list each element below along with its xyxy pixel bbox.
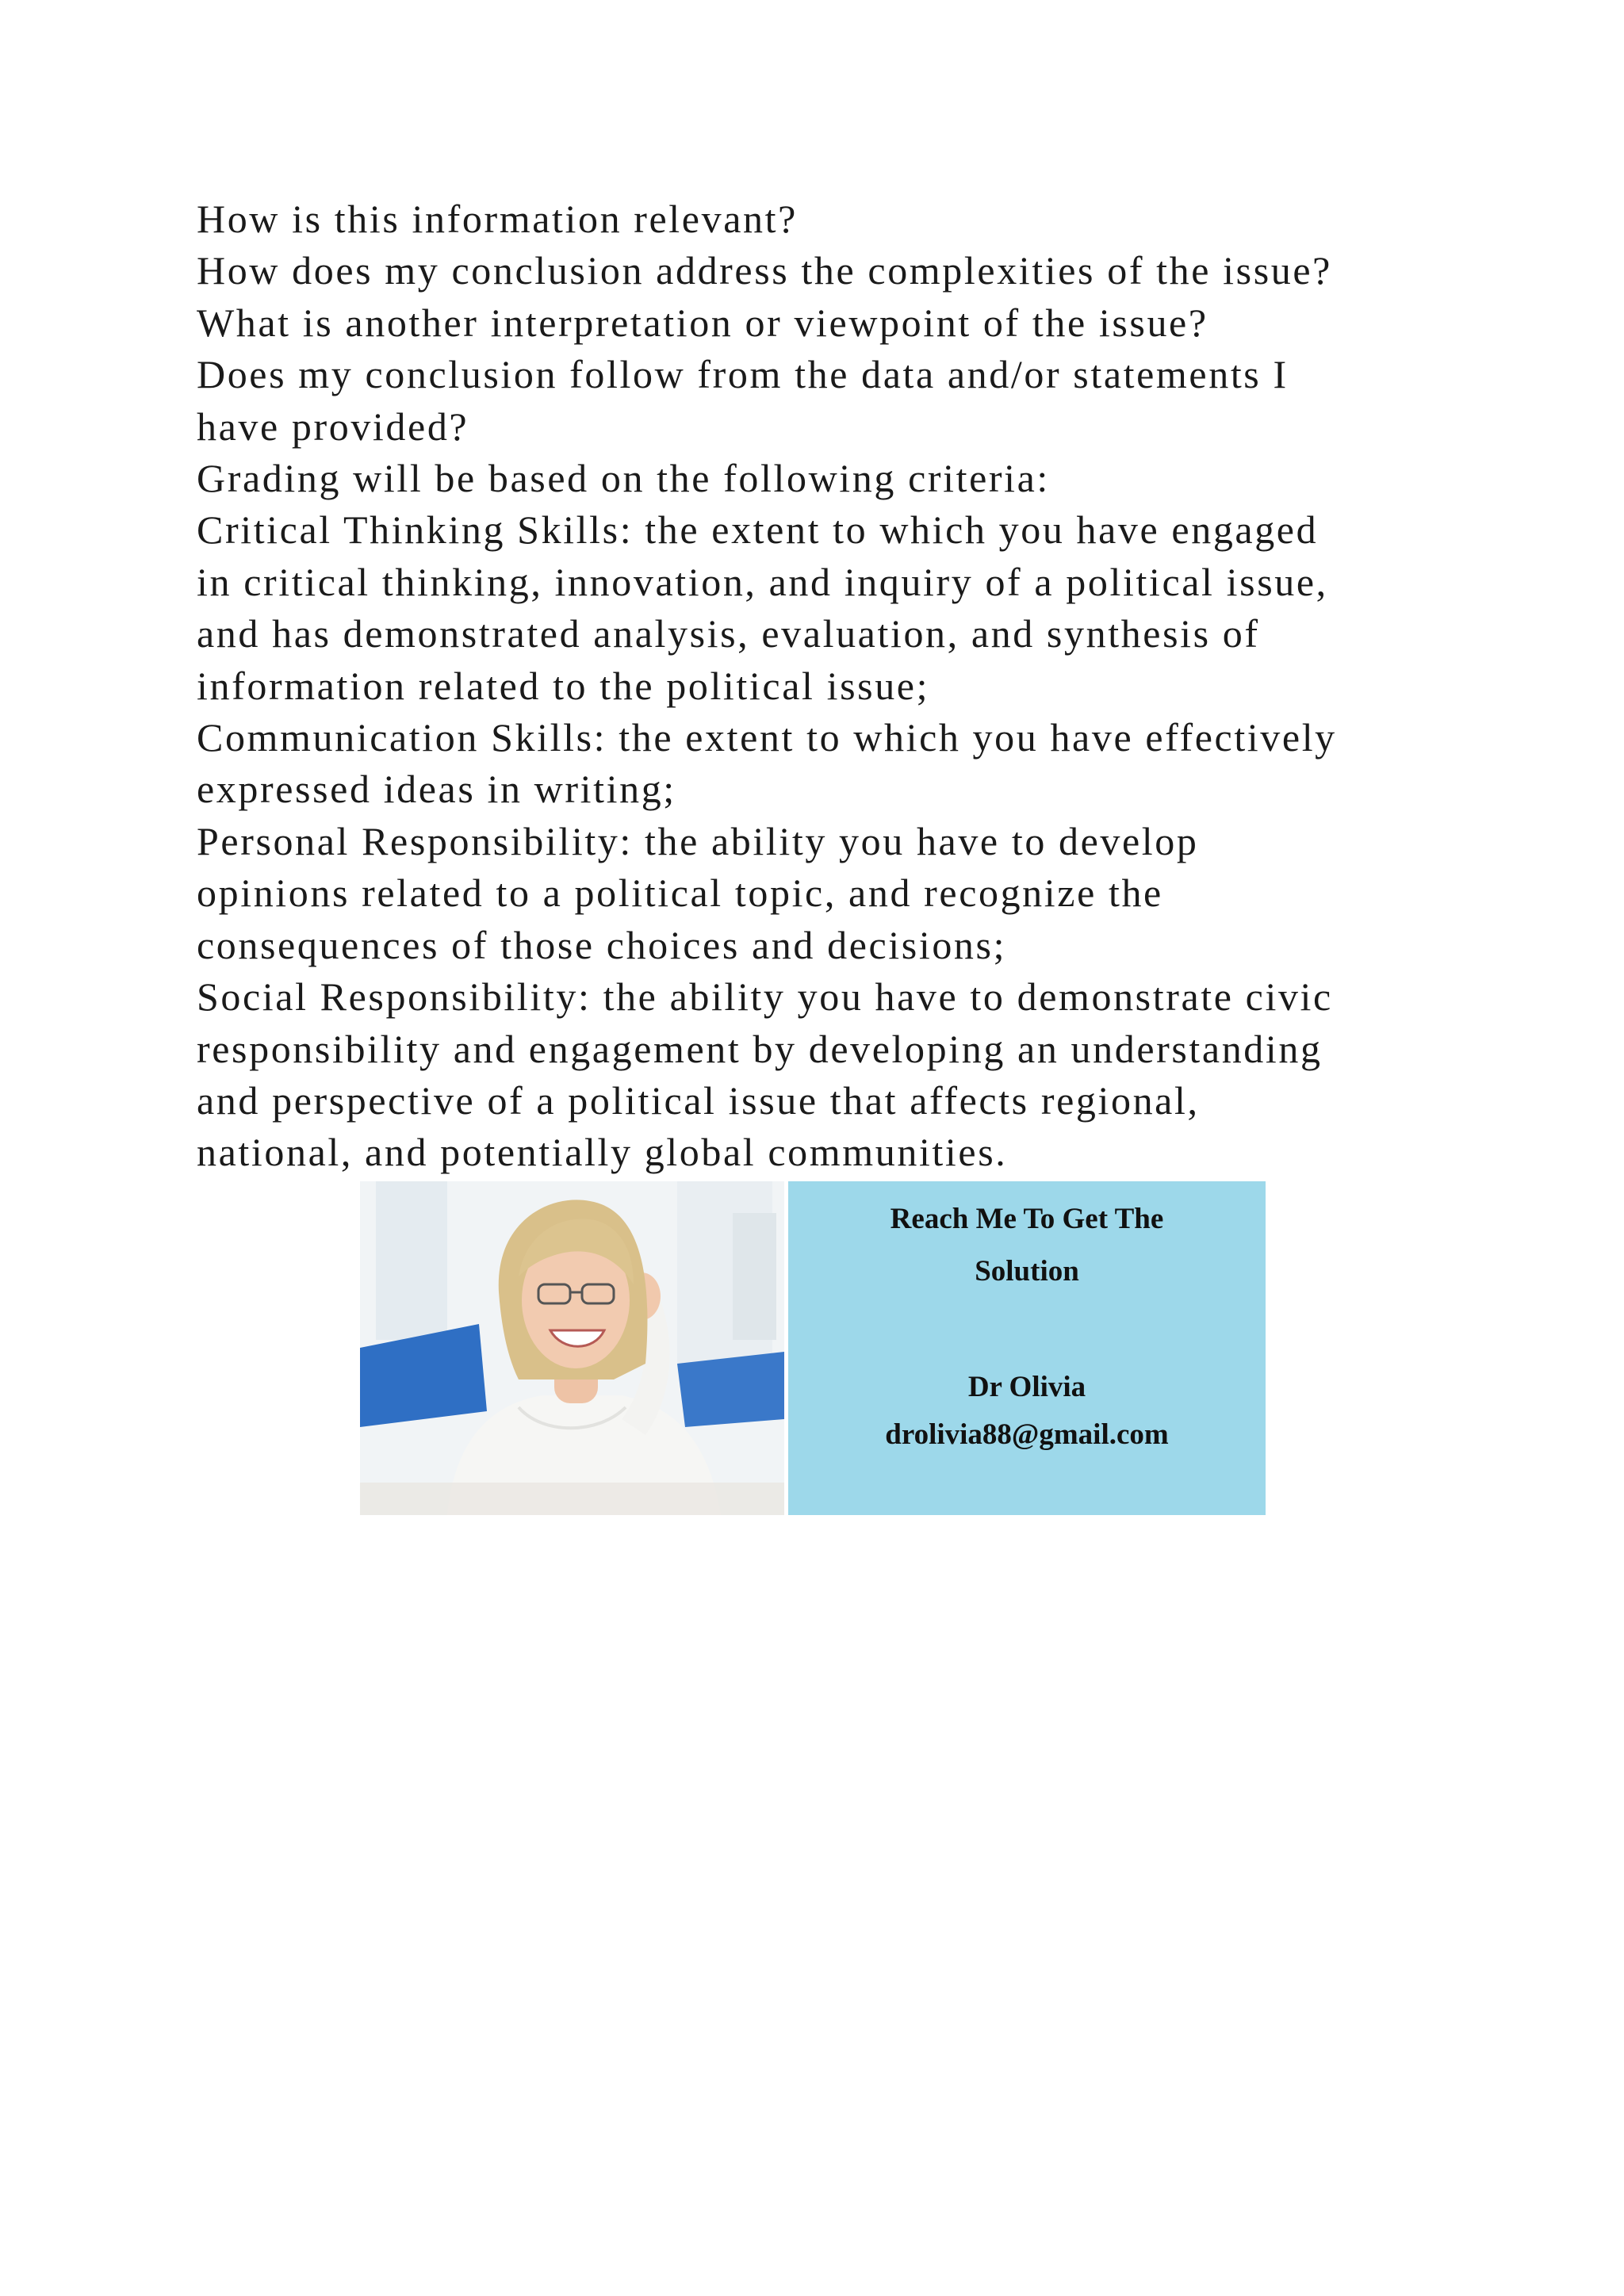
text-line: How is this information relevant? xyxy=(197,197,798,241)
text-line: How does my conclusion address the complexities of the issue? xyxy=(197,248,1332,293)
text-line: Critical Thinking Skills: the extent to which you have engaged xyxy=(197,507,1319,553)
text-line: and has demonstrated analysis, evaluation, and synthesis of xyxy=(197,611,1260,656)
text-line: and perspective of a political issue that affects regional, xyxy=(197,1077,1200,1123)
text-line: What is another interpretation or viewpoint of the issue? xyxy=(197,300,1208,345)
contact-email: drolivia88@gmail.com xyxy=(885,1418,1169,1451)
text-line: Grading will be based on the following criteria: xyxy=(197,456,1050,501)
text-line: national, and potentially global communities. xyxy=(197,1130,1008,1175)
text-line: responsibility and engagement by developing an understanding xyxy=(197,1026,1323,1071)
contact-name: Dr Olivia xyxy=(967,1371,1086,1403)
text-line: information related to the political issue; xyxy=(197,663,930,708)
contact-panel xyxy=(788,1181,1266,1515)
portrait-photo xyxy=(360,1181,784,1515)
document-body xyxy=(197,193,1434,1179)
text-line: opinions related to a political topic, and recognize the xyxy=(197,871,1163,916)
text-line: have provided? xyxy=(197,404,469,449)
text-line: Communication Skills: the extent to which you have effectively xyxy=(197,715,1337,760)
contact-headline-2: Solution xyxy=(975,1255,1079,1288)
text-line: expressed ideas in writing; xyxy=(197,767,676,812)
promo-banner xyxy=(360,1181,1266,1515)
text-line: Personal Responsibility: the ability you have to develop xyxy=(197,818,1199,863)
contact-headline: Reach Me To Get The xyxy=(890,1203,1164,1235)
text-line: Social Responsibility: the ability you have to demonstrate civic xyxy=(197,974,1333,1020)
text-line: consequences of those choices and decisions; xyxy=(197,922,1007,967)
text-line: in critical thinking, innovation, and inquiry of a political issue, xyxy=(197,559,1328,604)
portrait-illustration xyxy=(360,1181,784,1515)
text-line: Does my conclusion follow from the data and/or statements I xyxy=(197,352,1289,397)
